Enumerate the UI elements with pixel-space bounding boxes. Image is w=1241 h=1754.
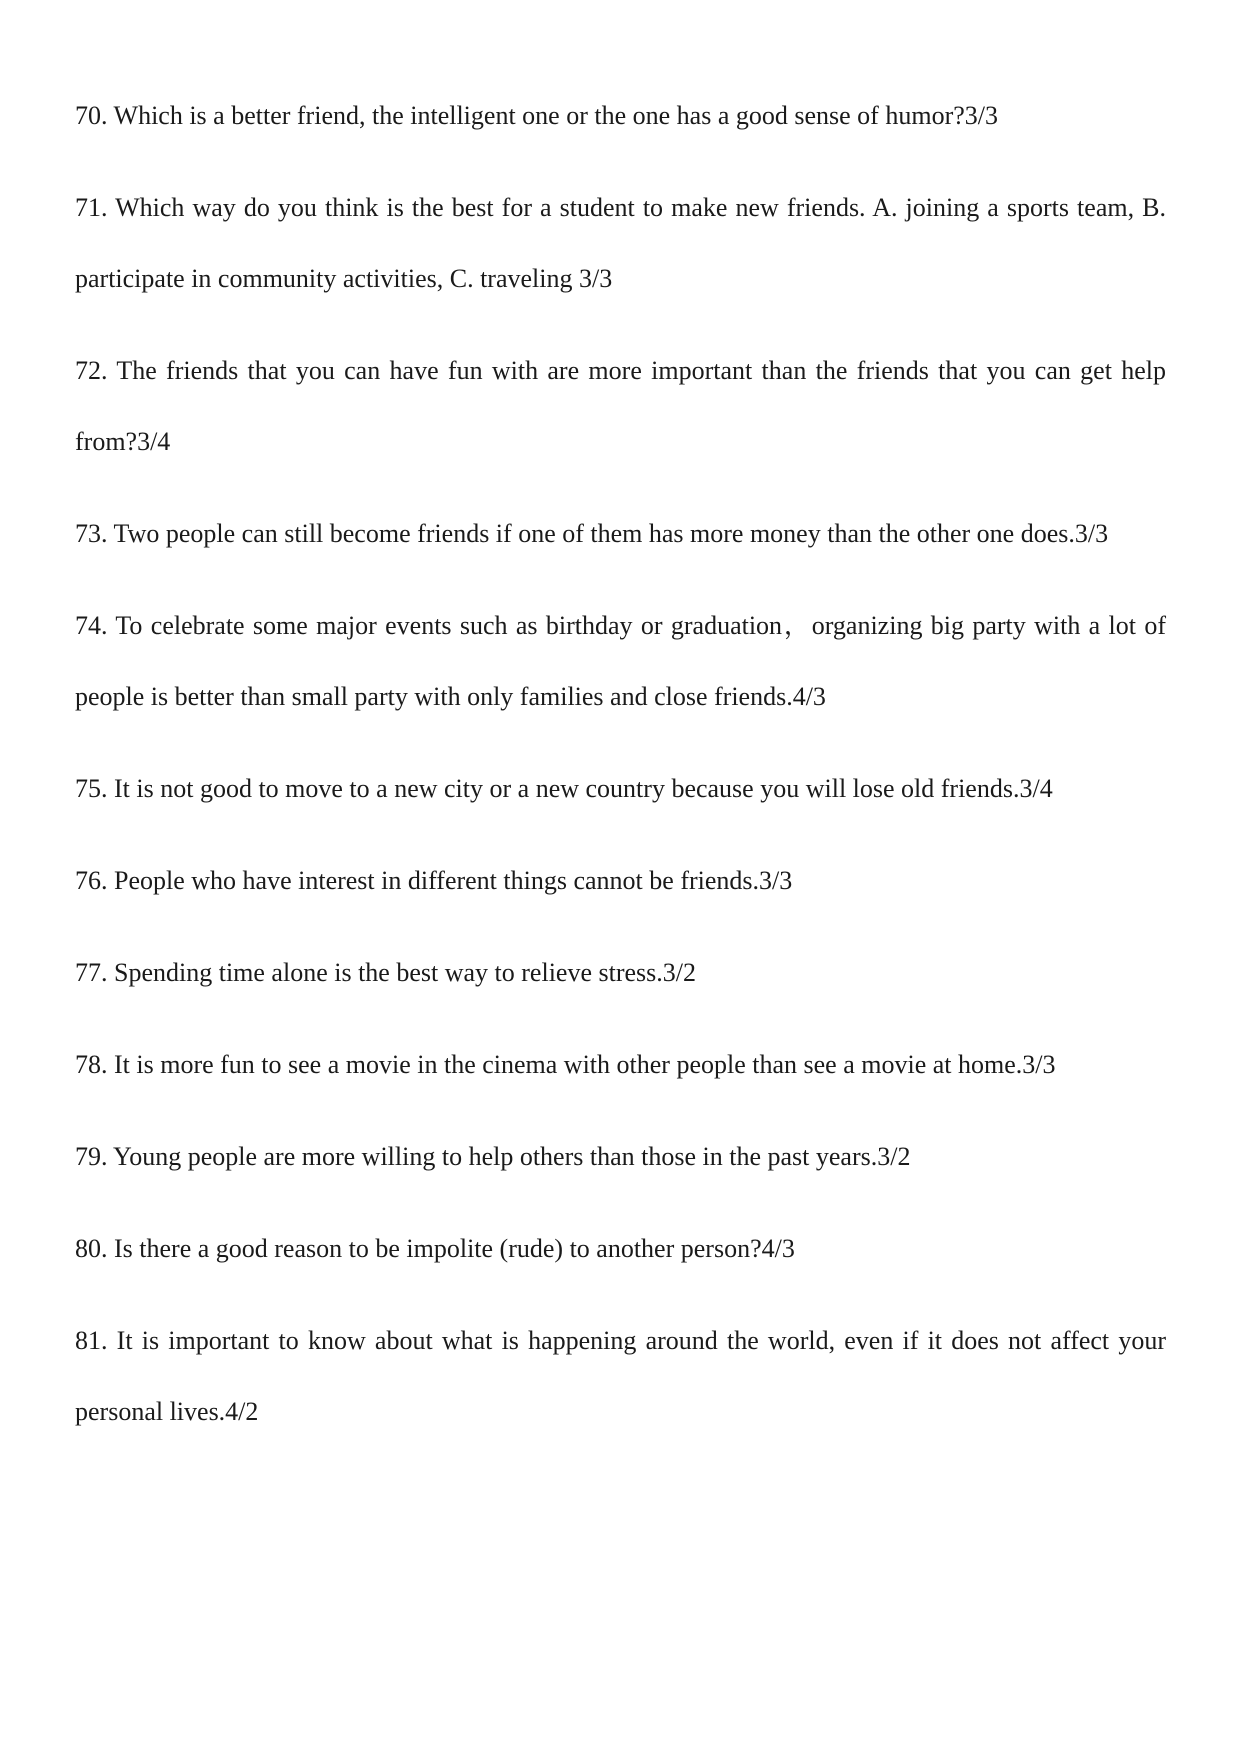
question-70: 70. Which is a better friend, the intelligent one or the one has a good sense of humor?3/3 — [75, 101, 998, 130]
question-73: 73. Two people can still become friends if one of them has more money than the other one does.3/3 — [75, 519, 1109, 548]
question-77: 77. Spending time alone is the best way to relieve stress.3/2 — [75, 958, 696, 987]
question-81: 81. It is important to know about what is happening around the world, even if it does not affect your personal lives.4/2 — [75, 1326, 1166, 1426]
question-74: 74. To celebrate some major events such as birthday or graduation，organizing big party with a lot of people is better than small party with only families and close friends.4/3 — [75, 611, 1166, 711]
question-78: 78. It is more fun to see a movie in the cinema with other people than see a movie at home.3/3 — [75, 1050, 1056, 1079]
question-list — [75, 80, 1166, 1468]
question-76: 76. People who have interest in different things cannot be friends.3/3 — [75, 866, 793, 895]
question-79: 79. Young people are more willing to help others than those in the past years.3/2 — [75, 1142, 911, 1171]
question-71: 71. Which way do you think is the best for a student to make new friends. A. joining a sports team, B. participate in community activities, C. traveling 3/3 — [75, 193, 1166, 293]
question-75: 75. It is not good to move to a new city or a new country because you will lose old friends.3/4 — [75, 774, 1053, 803]
question-72: 72. The friends that you can have fun with are more important than the friends that you can get help from?3/4 — [75, 356, 1166, 456]
question-80: 80. Is there a good reason to be impolite (rude) to another person?4/3 — [75, 1234, 795, 1263]
